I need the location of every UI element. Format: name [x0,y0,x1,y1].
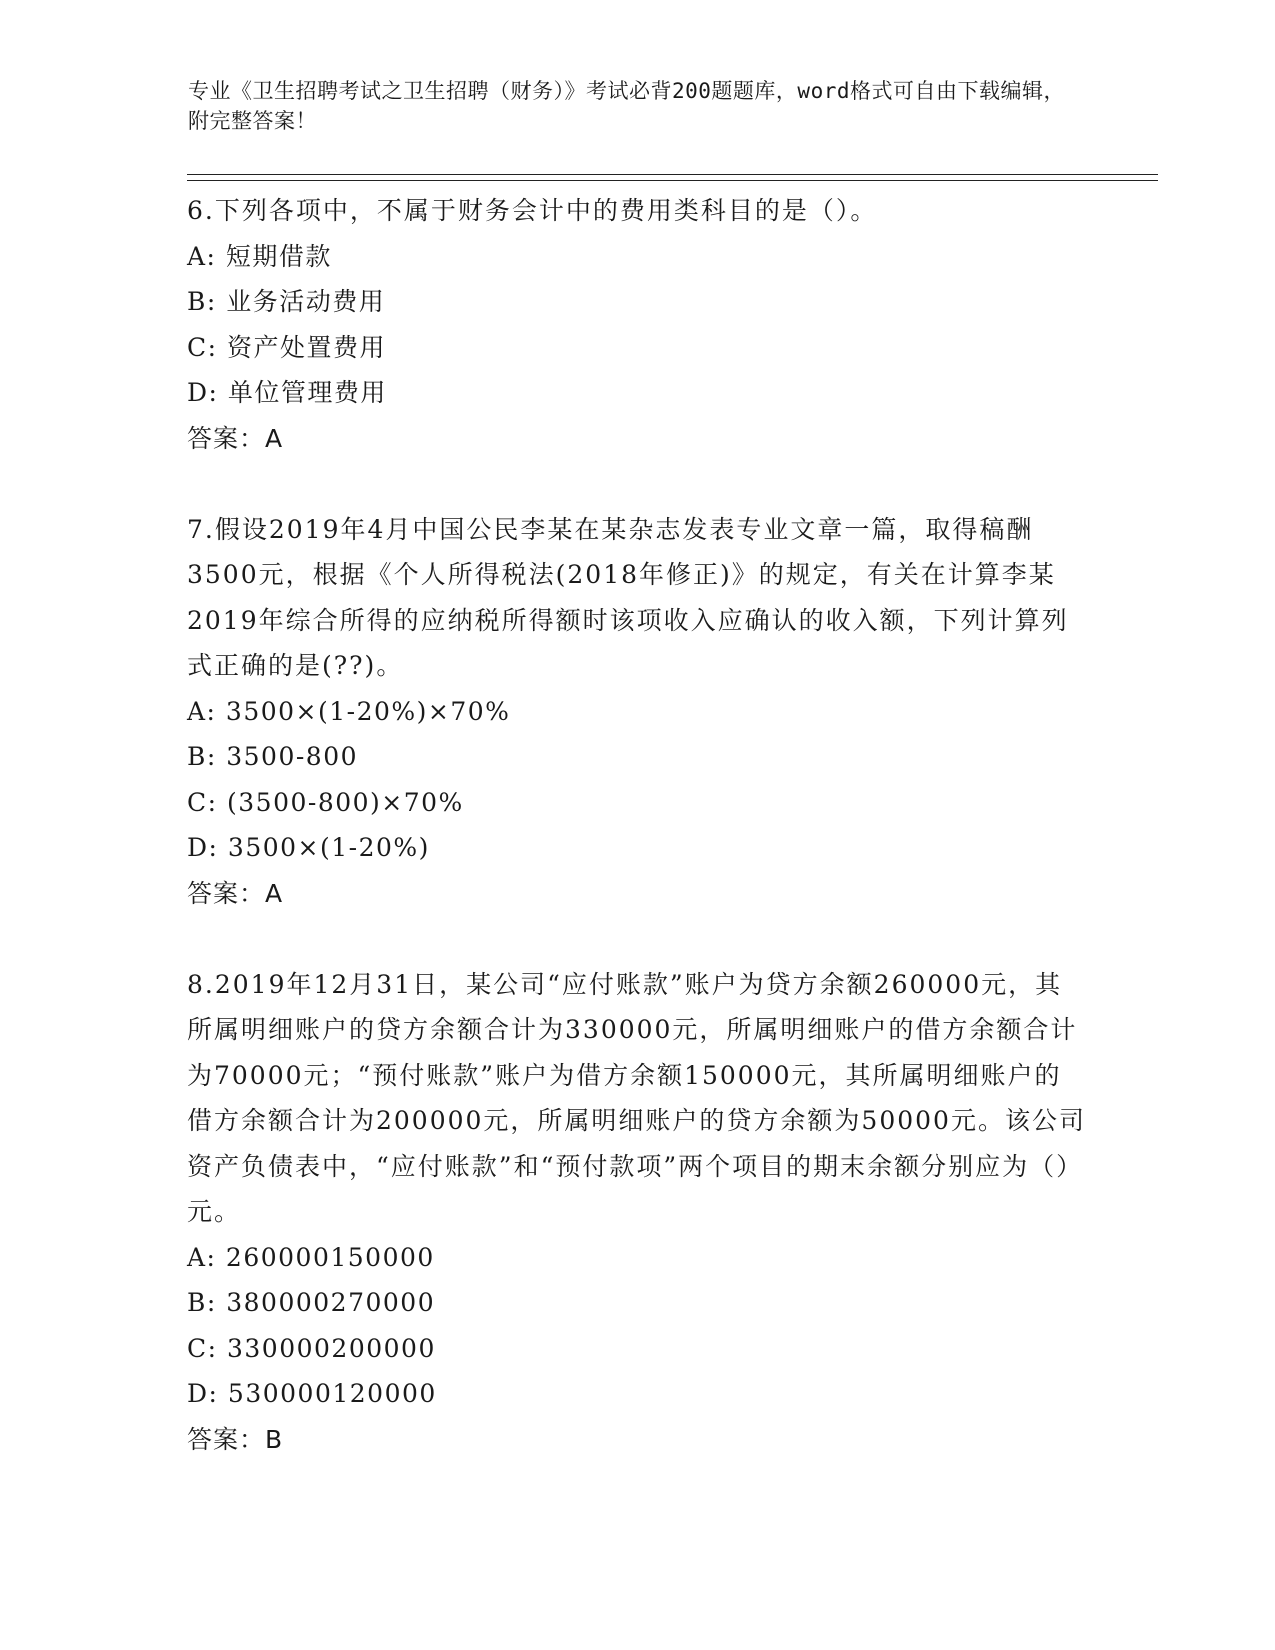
option-c: C: (3500-800)×70% [187,787,464,817]
answer: 答案：A [187,423,284,453]
question-6 [187,188,1087,461]
header-divider-bottom [187,180,1158,181]
answer: 答案：A [187,878,284,908]
question-text: 6.下列各项中，不属于财务会计中的费用类科目的是（）。 [187,196,878,225]
document-header: 专业《卫生招聘考试之卫生招聘（财务）》考试必背200题题库，word格式可自由下载编辑，附完整答案！ [188,79,1065,133]
question-text: 8.2019年12月31日，某公司“应付账款”账户为贷方余额260000元，其所属明细账户的贷方余额合计为330000元，所属明细账户的借方余额合计为70000元；“预付账款”账户为借方余额150000元，其所属明细账户的借方余额合计为200000元，所属明细账户的贷方余额为50000元。该公司资产负债表中，“应付账款”和“预付款项”两个项目的期末余额分别应为（）元。 [187,969,1086,1226]
option-c: C: 资产处置费用 [187,332,386,362]
question-8 [187,962,1087,1462]
question-list [187,188,1087,1462]
question-7 [187,507,1087,916]
option-c: C: 330000200000 [187,1333,436,1363]
question-text: 7.假设2019年4月中国公民李某在某杂志发表专业文章一篇，取得稿酬3500元，根据《个人所得税法(2018年修正)》的规定，有关在计算李某2019年综合所得的应纳税所得额时该项收入应确认的收入额，下列计算列式正确的是(??)。 [187,514,1069,680]
option-d: D: 530000120000 [187,1379,437,1408]
option-a: A: 3500×(1-20%)×70% [187,696,511,726]
option-b: B: 3500-800 [187,742,359,771]
option-d: D: 3500×(1-20%) [187,833,430,862]
spacer [187,461,1087,507]
spacer [187,916,1087,962]
header-divider-top [187,174,1158,175]
option-b: B: 业务活动费用 [187,287,386,316]
option-b: B: 380000270000 [187,1288,436,1317]
option-a: A: 260000150000 [187,1242,435,1272]
option-a: A: 短期借款 [187,241,332,271]
answer: 答案：B [187,1424,284,1454]
option-d: D: 单位管理费用 [187,378,387,407]
